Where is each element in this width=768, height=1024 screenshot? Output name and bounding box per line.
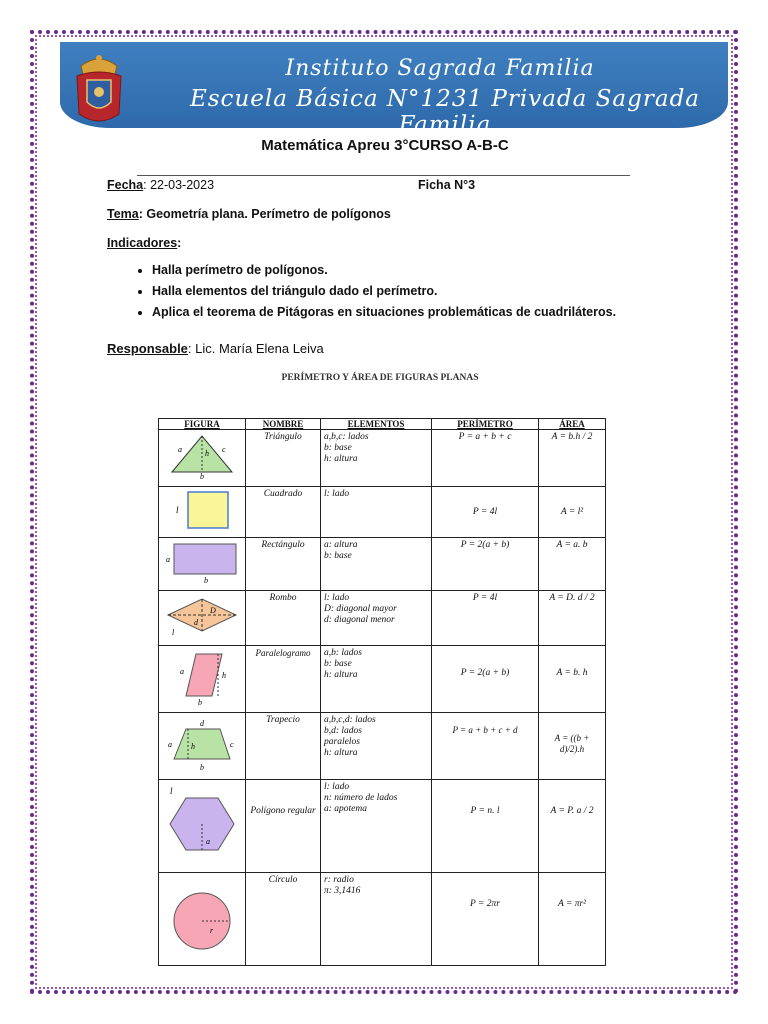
element-item: d: diagonal menor bbox=[324, 615, 395, 625]
figure-perimeter: P = 4l bbox=[432, 487, 539, 538]
fig-label: c bbox=[230, 740, 234, 749]
fig-label: a bbox=[178, 445, 182, 454]
figure-elements bbox=[321, 713, 432, 780]
indicadores-heading bbox=[107, 236, 181, 250]
element-item: a,b,c,d: lados bbox=[324, 715, 376, 725]
rhombus-icon bbox=[164, 593, 240, 639]
trapezoid-icon bbox=[164, 715, 240, 773]
tema-value: : Geometría plana. Perímetro de polígonos bbox=[138, 207, 391, 221]
element-item: r: radio bbox=[324, 875, 354, 885]
element-item: b,d: lados bbox=[324, 726, 362, 736]
tema-line bbox=[107, 207, 391, 221]
institution-name: Instituto Sagrada Familia bbox=[285, 56, 595, 81]
fig-label: h bbox=[222, 671, 226, 680]
figure-elements bbox=[321, 430, 432, 487]
indicador-item: • Halla elementos del triángulo dado el perímetro. bbox=[152, 283, 616, 300]
fecha-line bbox=[107, 178, 214, 192]
figures-table bbox=[158, 418, 606, 966]
table-row bbox=[159, 646, 606, 713]
fig-label: h bbox=[205, 449, 209, 458]
school-name: Escuela Básica N°1231 Privada Sagrada Familia bbox=[189, 86, 701, 138]
figure-area: A = πr² bbox=[539, 873, 606, 966]
element-item: h: altura bbox=[324, 670, 358, 680]
figure-name: Paralelogramo bbox=[246, 646, 321, 713]
triangle-figure bbox=[159, 430, 246, 487]
figure-name: Trapecio bbox=[246, 713, 321, 780]
figure-area: A = P. a / 2 bbox=[539, 780, 606, 873]
header-perimetro: PERÍMETRO bbox=[432, 419, 539, 430]
fig-label: a bbox=[166, 555, 170, 564]
fig-label: l bbox=[172, 628, 175, 637]
responsable-value: : Lic. María Elena Leiva bbox=[187, 341, 324, 356]
table-row bbox=[159, 487, 606, 538]
element-item: π: 3,1416 bbox=[324, 886, 361, 896]
element-item: D: diagonal mayor bbox=[324, 604, 397, 614]
fig-label: a bbox=[206, 837, 210, 846]
element-item: a: altura bbox=[324, 540, 358, 550]
fig-label: d bbox=[200, 719, 204, 728]
figure-elements bbox=[321, 780, 432, 873]
figure-name: Círculo bbox=[246, 873, 321, 966]
element-item: b: base bbox=[324, 443, 352, 453]
tema-label: Tema bbox=[107, 207, 139, 221]
figure-perimeter: P = 4l bbox=[432, 591, 539, 646]
table-row bbox=[159, 780, 606, 873]
parallelogram-figure bbox=[159, 646, 246, 713]
fig-label: l bbox=[176, 505, 179, 515]
square-figure bbox=[159, 487, 246, 538]
trapezoid-figure bbox=[159, 713, 246, 780]
element-item: l: lado bbox=[324, 782, 350, 792]
figure-perimeter: P = n. l bbox=[432, 780, 539, 873]
element-item: b: base bbox=[324, 551, 352, 561]
figure-elements bbox=[321, 873, 432, 966]
fig-label: l bbox=[170, 786, 173, 796]
element-item: l: lado bbox=[324, 489, 350, 499]
indicadores-label: Indicadores bbox=[107, 236, 178, 250]
figure-area: A = ((b + d)/2).h bbox=[539, 713, 606, 780]
circle-figure bbox=[159, 873, 246, 966]
header-elementos: ELEMENTOS bbox=[321, 419, 432, 430]
circle-icon bbox=[164, 875, 240, 959]
figure-name: Rombo bbox=[246, 591, 321, 646]
table-row bbox=[159, 538, 606, 591]
header-area: ÁREA bbox=[539, 419, 606, 430]
figure-area: A = b.h / 2 bbox=[539, 430, 606, 487]
figure-name: Polígono regular bbox=[246, 780, 321, 873]
table-row bbox=[159, 873, 606, 966]
figure-area: A = b. h bbox=[539, 646, 606, 713]
fig-label: b bbox=[200, 763, 204, 772]
fig-label: c bbox=[222, 445, 226, 454]
fig-label: b bbox=[198, 698, 202, 706]
figure-elements bbox=[321, 487, 432, 538]
school-crest-icon bbox=[75, 52, 123, 128]
table-row bbox=[159, 713, 606, 780]
figure-perimeter: P = 2(a + b) bbox=[432, 538, 539, 591]
ficha-number: Ficha N°3 bbox=[418, 178, 476, 192]
figure-elements bbox=[321, 646, 432, 713]
fig-label: D bbox=[210, 606, 216, 615]
square-icon bbox=[164, 489, 240, 531]
element-item: a,b,c: lados bbox=[324, 432, 369, 442]
fig-label: d bbox=[194, 618, 198, 627]
title-divider bbox=[137, 175, 630, 176]
fig-label: h bbox=[191, 742, 195, 751]
figure-area: A = D. d / 2 bbox=[539, 591, 606, 646]
table-header-row bbox=[159, 419, 606, 430]
triangle-icon bbox=[164, 432, 240, 480]
figure-name: Cuadrado bbox=[246, 487, 321, 538]
fecha-value: : 22-03-2023 bbox=[143, 178, 215, 192]
regular-polygon-figure bbox=[159, 780, 246, 873]
element-item: a: apotema bbox=[324, 804, 368, 814]
element-item: h: altura bbox=[324, 454, 358, 464]
figure-elements bbox=[321, 591, 432, 646]
element-item: l: lado bbox=[324, 593, 350, 603]
rectangle-figure bbox=[159, 538, 246, 591]
figure-name: Triángulo bbox=[246, 430, 321, 487]
rectangle-icon bbox=[164, 540, 240, 584]
header-figura: FIGURA bbox=[159, 419, 246, 430]
fig-label: r bbox=[210, 926, 214, 935]
indicador-item: • Aplica el teorema de Pitágoras en situaciones problemáticas de cuadriláteros. bbox=[152, 304, 616, 321]
fig-label: b bbox=[200, 472, 204, 480]
figure-area: A = l² bbox=[539, 487, 606, 538]
element-item: a,b: lados bbox=[324, 648, 362, 658]
figure-elements bbox=[321, 538, 432, 591]
element-item: b: base bbox=[324, 659, 352, 669]
subject-title: Matemática Apreu 3°CURSO A-B-C bbox=[261, 137, 509, 154]
header-nombre: NOMBRE bbox=[246, 419, 321, 430]
figure-area: A = a. b bbox=[539, 538, 606, 591]
table-row bbox=[159, 430, 606, 487]
figure-perimeter: P = 2πr bbox=[432, 873, 539, 966]
fig-label: a bbox=[168, 740, 172, 749]
figure-perimeter: P = a + b + c + d bbox=[432, 713, 539, 780]
rhombus-figure bbox=[159, 591, 246, 646]
fig-label: a bbox=[180, 667, 184, 676]
responsable-line bbox=[107, 341, 324, 356]
indicadores-list bbox=[128, 262, 616, 325]
element-item: paralelos bbox=[324, 737, 360, 747]
parallelogram-icon bbox=[164, 648, 240, 706]
element-item: h: altura bbox=[324, 748, 358, 758]
element-item: n: número de lados bbox=[324, 793, 398, 803]
indicador-item: • Halla perímetro de polígonos. bbox=[152, 262, 616, 279]
table-title: PERÍMETRO Y ÁREA DE FIGURAS PLANAS bbox=[281, 373, 479, 383]
fecha-label: Fecha bbox=[107, 178, 144, 192]
responsable-label: Responsable bbox=[107, 341, 188, 356]
figure-perimeter: P = 2(a + b) bbox=[432, 646, 539, 713]
figure-perimeter: P = a + b + c bbox=[432, 430, 539, 487]
indicadores-colon: : bbox=[177, 236, 182, 250]
table-row bbox=[159, 591, 606, 646]
figure-name: Rectángulo bbox=[246, 538, 321, 591]
hexagon-icon bbox=[164, 782, 240, 866]
fig-label: b bbox=[204, 576, 208, 584]
